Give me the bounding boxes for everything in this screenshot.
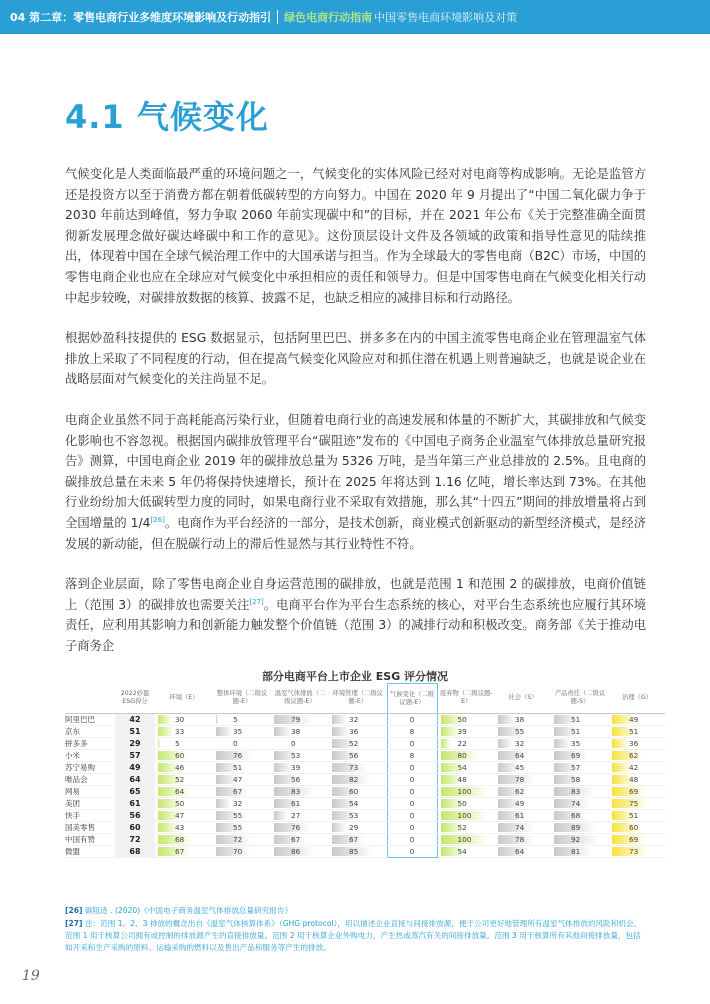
climate-score	[387, 786, 437, 798]
score-value: 32	[349, 715, 359, 724]
score-cell-gov	[609, 774, 665, 786]
score-cell-em	[329, 774, 387, 786]
footnote-27	[65, 918, 646, 954]
score-cell-em	[329, 726, 387, 738]
score-cell-ghg	[271, 738, 329, 750]
page-number: 19	[22, 968, 40, 984]
score-value: 49	[629, 715, 639, 724]
overall-score: 51	[115, 726, 155, 738]
company-name: 网易	[65, 786, 115, 798]
company-name: 唯品会	[65, 774, 115, 786]
score-cell-waste	[437, 774, 495, 786]
score-cell-eia	[213, 774, 271, 786]
score-value: 61	[291, 799, 301, 808]
score-value: 60	[175, 751, 185, 760]
table-row	[65, 726, 665, 738]
section-title: 4.1 气候变化	[65, 98, 269, 136]
score-value: 53	[349, 811, 359, 820]
score-cell-eia	[213, 750, 271, 762]
score-value: 51	[571, 727, 581, 736]
score-cell-soc	[495, 846, 551, 858]
score-value: 100	[457, 811, 472, 820]
score-value: 22	[457, 739, 467, 748]
score-cell-waste	[437, 786, 495, 798]
score-value: 100	[457, 835, 472, 844]
score-cell-soc	[495, 750, 551, 762]
climate-score	[387, 846, 437, 858]
chapter-label: 04 第二章：零售电商行业多维度环境影响及行动指引	[10, 11, 272, 24]
score-value: 52	[457, 823, 467, 832]
overall-score: 42	[115, 714, 155, 726]
footnote-27-ref: [27]	[65, 919, 83, 928]
table-row	[65, 714, 665, 726]
score-cell-pr	[551, 774, 609, 786]
score-cell-em	[329, 846, 387, 858]
score-cell-soc	[495, 822, 551, 834]
score-cell-waste	[437, 762, 495, 774]
score-cell-pr	[551, 738, 609, 750]
company-name: 京东	[65, 726, 115, 738]
score-value: 38	[515, 715, 525, 724]
score-cell-eia	[213, 834, 271, 846]
score-cell-em	[329, 738, 387, 750]
score-value: 47	[233, 775, 243, 784]
score-cell-ghg	[271, 786, 329, 798]
col-header-env: 环境（E）	[155, 684, 213, 714]
score-value: 52	[175, 775, 185, 784]
score-value: 51	[629, 727, 639, 736]
score-cell-soc	[495, 726, 551, 738]
score-cell-env	[155, 786, 213, 798]
score-value: 56	[291, 775, 301, 784]
climate-score	[387, 810, 437, 822]
table-row	[65, 822, 665, 834]
score-value: 29	[349, 823, 359, 832]
score-value: 54	[457, 763, 467, 772]
score-cell-eia	[213, 786, 271, 798]
score-cell-gov	[609, 810, 665, 822]
score-value: 32	[515, 739, 525, 748]
score-value: 36	[349, 727, 359, 736]
esg-table	[65, 683, 665, 858]
company-name: 拼多多	[65, 738, 115, 750]
score-cell-waste	[437, 714, 495, 726]
score-cell-pr	[551, 726, 609, 738]
score-cell-ghg	[271, 810, 329, 822]
score-value: 42	[629, 763, 639, 772]
paragraph-4-text-b: 。电商平台作为平台生态系统的核心，对平台生态系统也应履行其环境责任，应利用其影响力和创新能力触发整个价值链（范围 3）的减排行动和积极改变。商务部《关于推动电子商务企	[65, 597, 646, 653]
score-value: 38	[291, 727, 301, 736]
score-cell-ghg	[271, 822, 329, 834]
score-value: 100	[457, 787, 472, 796]
score-cell-gov	[609, 798, 665, 810]
paragraph-2: 根据妙盈科技提供的 ESG 数据显示，包括阿里巴巴、拼多多在内的中国主流零售电商企业在管理温室气体排放上采取了不同程度的行动，但在提高气候变化风险应对和抓住潜在机遇上则普遍缺乏，也就是说企业在战略层面对气候变化的关注尚显不足。	[65, 331, 646, 387]
score-cell-env	[155, 846, 213, 858]
score-value: 0	[291, 739, 296, 748]
score-value: 55	[233, 811, 243, 820]
col-header-gov: 治理（G）	[609, 684, 665, 714]
climate-score	[387, 822, 437, 834]
score-value: 60	[349, 787, 359, 796]
score-cell-eia	[213, 810, 271, 822]
col-header-cc: 气候变化（二级议题-E）	[387, 684, 437, 714]
score-cell-soc	[495, 786, 551, 798]
footnote-26-text: 碳阻迹 . (2020)《中国电子商务温室气体排放总量研究报告》	[84, 906, 293, 915]
score-value: 86	[291, 847, 301, 856]
overall-score: 64	[115, 774, 155, 786]
score-cell-eia	[213, 822, 271, 834]
score-value: 50	[175, 799, 185, 808]
score-value: 85	[349, 847, 359, 856]
score-cell-gov	[609, 714, 665, 726]
score-value: 51	[571, 715, 581, 724]
score-cell-pr	[551, 714, 609, 726]
score-value: 67	[291, 835, 301, 844]
score-value: 61	[515, 811, 525, 820]
score-value: 39	[291, 763, 301, 772]
score-value: 64	[515, 751, 525, 760]
col-header-waste: 废弃物（二级议题-E）	[437, 684, 495, 714]
score-cell-waste	[437, 822, 495, 834]
score-value: 0	[409, 811, 415, 820]
score-cell-em	[329, 762, 387, 774]
score-value: 58	[571, 775, 581, 784]
score-value: 68	[175, 835, 185, 844]
score-value: 50	[457, 715, 467, 724]
score-value: 89	[571, 823, 581, 832]
guide-title: 绿色电商行动指南	[284, 11, 373, 24]
score-cell-soc	[495, 774, 551, 786]
score-cell-env	[155, 774, 213, 786]
score-cell-eia	[213, 762, 271, 774]
score-cell-em	[329, 810, 387, 822]
esg-score-table	[65, 683, 665, 858]
score-cell-soc	[495, 798, 551, 810]
score-value: 33	[175, 727, 185, 736]
score-cell-soc	[495, 762, 551, 774]
score-cell-waste	[437, 810, 495, 822]
footnote-26	[65, 905, 646, 917]
overall-score: 56	[115, 810, 155, 822]
score-value: 56	[349, 751, 359, 760]
company-name: 阿里巴巴	[65, 714, 115, 726]
banner-divider	[277, 10, 278, 24]
score-value: 49	[515, 799, 525, 808]
score-cell-em	[329, 786, 387, 798]
score-cell-eia	[213, 846, 271, 858]
score-cell-env	[155, 798, 213, 810]
overall-score: 60	[115, 822, 155, 834]
score-cell-gov	[609, 762, 665, 774]
score-cell-soc	[495, 714, 551, 726]
score-value: 47	[175, 811, 185, 820]
score-value: 8	[409, 751, 415, 760]
score-cell-ghg	[271, 762, 329, 774]
score-value: 72	[233, 835, 243, 844]
score-value: 39	[457, 727, 467, 736]
score-cell-pr	[551, 798, 609, 810]
score-cell-eia	[213, 726, 271, 738]
company-name: 微盟	[65, 846, 115, 858]
score-value: 0	[409, 775, 415, 784]
score-value: 67	[175, 847, 185, 856]
score-value: 0	[409, 763, 415, 772]
score-value: 69	[571, 751, 581, 760]
paragraph-3-text-a: 电商企业虽然不同于高耗能高污染行业，但随着电商行业的高速发展和体量的不断扩大，其碳排放和气候变化影响也不容忽视。根据国内碳排放管理平台“碳阻迹”发布的《中国电子商务企业温室气体排放总量研究报告》测算，中国电商企业 2019 年的碳排放总量为 5326 万吨，是当年第三产业总排放的 2.5%。且电商的碳排放总量在未来 5 年仍将保持快速增长，预计在 2025 年将达到 1.16 亿吨，增长率达到 73%。在其他行业纷纷加大低碳转型力度的同时，如果电商行业不采取有效措施，那么其“十四五”期间的排放增量将占到全国增量的 1/4	[65, 413, 646, 530]
score-value: 0	[409, 823, 415, 832]
table-row	[65, 738, 665, 750]
score-value: 68	[571, 811, 581, 820]
score-cell-em	[329, 750, 387, 762]
score-value: 62	[515, 787, 525, 796]
score-cell-waste	[437, 738, 495, 750]
score-value: 35	[233, 727, 243, 736]
score-cell-env	[155, 834, 213, 846]
overall-score: 57	[115, 750, 155, 762]
score-cell-pr	[551, 834, 609, 846]
score-value: 32	[233, 799, 243, 808]
score-value: 75	[629, 799, 639, 808]
score-value: 52	[349, 739, 359, 748]
score-value: 50	[457, 799, 467, 808]
score-value: 92	[571, 835, 581, 844]
footnote-ref-26[interactable]: [26]	[150, 515, 165, 524]
climate-score	[387, 738, 437, 750]
overall-score: 61	[115, 798, 155, 810]
company-name: 中国有赞	[65, 834, 115, 846]
climate-score	[387, 762, 437, 774]
score-cell-soc	[495, 738, 551, 750]
score-cell-gov	[609, 822, 665, 834]
climate-score	[387, 750, 437, 762]
score-value: 79	[291, 715, 301, 724]
climate-score	[387, 726, 437, 738]
score-value: 51	[629, 811, 639, 820]
score-value: 82	[349, 775, 359, 784]
score-cell-waste	[437, 846, 495, 858]
score-value: 30	[175, 715, 185, 724]
overall-score: 65	[115, 786, 155, 798]
score-cell-eia	[213, 738, 271, 750]
score-cell-pr	[551, 750, 609, 762]
col-header-ghg: 温室气体排放（二级议题-E）	[271, 684, 329, 714]
score-value: 46	[175, 763, 185, 772]
score-value: 83	[571, 787, 581, 796]
score-value: 48	[629, 775, 639, 784]
score-value: 0	[409, 847, 415, 856]
score-value: 67	[349, 835, 359, 844]
score-value: 5	[233, 715, 238, 724]
climate-score	[387, 834, 437, 846]
score-cell-ghg	[271, 834, 329, 846]
score-value: 0	[409, 799, 415, 808]
col-header-soc: 社会（S）	[495, 684, 551, 714]
score-cell-ghg	[271, 726, 329, 738]
score-value: 69	[629, 787, 639, 796]
score-cell-em	[329, 834, 387, 846]
paragraph-4	[65, 574, 646, 656]
company-name: 小米	[65, 750, 115, 762]
col-header-eia: 整体环境（二级议题-E）	[213, 684, 271, 714]
paragraph-1: 气候变化是人类面临最严重的环境问题之一，气候变化的实体风险已经对对电商等构成影响。无论是监管方还是投资方以至于消费方都在朝着低碳转型的方向努力。中国在 2020 年 9 月提出了“中国二氧化碳力争于 2030 年前达到峰值，努力争取 2060 年前实现碳中和”的目标，并在 2021 年公布《关于完整准确全面贯彻新发展理念做好碳达峰碳中和工作的意见》。这份顶层设计文件及各领域的政策和指导性意见的陆续推出，体现着中国在全球气候治理工作中的大国承诺与担当。作为全球最大的零售电商（B2C）市场，中国的零售电商企业也应在全球应对气候变化中承担相应的责任和领导力。但是中国零售电商在气候变化相关行动中起步较晚，对碳排放数据的核算、披露不足，也缺乏相应的减排目标和行动路径。	[65, 167, 646, 305]
col-header-overall: 2022妙盈ESG得分	[115, 684, 155, 714]
score-value: 0	[409, 739, 415, 748]
score-value: 45	[515, 763, 525, 772]
score-cell-env	[155, 762, 213, 774]
score-cell-pr	[551, 810, 609, 822]
score-value: 78	[515, 835, 525, 844]
score-cell-ghg	[271, 846, 329, 858]
table-row	[65, 834, 665, 846]
col-header-pr: 产品责任（二级议题-S）	[551, 684, 609, 714]
table-row	[65, 750, 665, 762]
score-cell-gov	[609, 750, 665, 762]
col-header-company	[65, 684, 115, 714]
score-cell-soc	[495, 834, 551, 846]
score-value: 81	[571, 847, 581, 856]
company-name: 苏宁易购	[65, 762, 115, 774]
score-cell-gov	[609, 738, 665, 750]
table-row	[65, 762, 665, 774]
company-name: 美团	[65, 798, 115, 810]
score-cell-soc	[495, 810, 551, 822]
score-value: 64	[515, 847, 525, 856]
score-value: 55	[233, 823, 243, 832]
overall-score: 72	[115, 834, 155, 846]
score-value: 0	[409, 787, 415, 796]
footnote-26-ref: [26]	[65, 906, 83, 915]
footnotes	[65, 905, 646, 955]
score-cell-pr	[551, 846, 609, 858]
score-value: 76	[291, 823, 301, 832]
score-value: 76	[233, 751, 243, 760]
score-value: 5	[175, 739, 180, 748]
score-value: 74	[515, 823, 525, 832]
score-cell-env	[155, 738, 213, 750]
climate-score	[387, 798, 437, 810]
score-cell-pr	[551, 762, 609, 774]
table-row	[65, 810, 665, 822]
table-title: 部分电商平台上市企业 ESG 评分情况	[261, 670, 449, 683]
company-name: 国美零售	[65, 822, 115, 834]
score-cell-ghg	[271, 774, 329, 786]
table-row	[65, 798, 665, 810]
table-row	[65, 786, 665, 798]
score-cell-waste	[437, 750, 495, 762]
score-cell-eia	[213, 798, 271, 810]
score-cell-em	[329, 822, 387, 834]
score-value: 35	[571, 739, 581, 748]
score-cell-waste	[437, 726, 495, 738]
score-cell-pr	[551, 822, 609, 834]
score-cell-ghg	[271, 714, 329, 726]
company-name: 快手	[65, 810, 115, 822]
col-header-em: 环境管理（二级议题-E）	[329, 684, 387, 714]
score-value: 70	[233, 847, 243, 856]
score-value: 51	[233, 763, 243, 772]
score-value: 53	[291, 751, 301, 760]
score-value: 60	[629, 823, 639, 832]
score-cell-env	[155, 726, 213, 738]
score-cell-gov	[609, 726, 665, 738]
score-value: 62	[629, 751, 639, 760]
score-cell-env	[155, 714, 213, 726]
score-cell-waste	[437, 798, 495, 810]
table-row	[65, 846, 665, 858]
score-cell-gov	[609, 834, 665, 846]
score-value: 78	[515, 775, 525, 784]
score-cell-ghg	[271, 798, 329, 810]
score-value: 69	[629, 835, 639, 844]
score-cell-ghg	[271, 750, 329, 762]
score-value: 27	[291, 811, 301, 820]
paragraph-3-text-b: 。电商作为平台经济的一部分，是技术创新，商业模式创新驱动的新型经济模式，是经济发展的新动能，但在脱碳行动上的滞后性显然与其行业特性不符。	[65, 515, 646, 551]
header-banner	[0, 0, 710, 34]
score-value: 73	[629, 847, 639, 856]
footnote-27-text: 注：范围 1、2、3 排放的概念出自《温室气体核算体系》（GHG protocol），用以描述企业直接与间接排放源，便于公司更好地管理所有温室气体排放的风险和机会。范围 1 用于核算公司拥有或控制的排放源产生的直接排放量。范围 2 用于核算企业外购电力，产生热或蒸汽有关的间接排放量。范围 3 用于核算所有其他间接排放量，包括如开采和生产采购的原料、运输采购的燃料以及售出产品和服务等产生的排放。	[65, 919, 642, 952]
score-value: 0	[409, 715, 415, 724]
footnote-ref-27[interactable]: [27]	[249, 597, 264, 606]
score-value: 0	[233, 739, 238, 748]
score-cell-gov	[609, 846, 665, 858]
score-cell-env	[155, 750, 213, 762]
score-value: 0	[409, 835, 415, 844]
overall-score: 29	[115, 738, 155, 750]
score-value: 48	[457, 775, 467, 784]
score-value: 54	[349, 799, 359, 808]
guide-subtitle: 中国零售电商环境影响及对策	[374, 11, 518, 24]
score-cell-gov	[609, 786, 665, 798]
score-cell-env	[155, 810, 213, 822]
overall-score: 68	[115, 846, 155, 858]
score-value: 67	[233, 787, 243, 796]
climate-score	[387, 714, 437, 726]
score-cell-em	[329, 798, 387, 810]
score-value: 80	[457, 751, 467, 760]
score-value: 8	[409, 727, 415, 736]
score-value: 83	[291, 787, 301, 796]
score-cell-em	[329, 714, 387, 726]
score-cell-pr	[551, 786, 609, 798]
score-value: 55	[515, 727, 525, 736]
score-value: 54	[457, 847, 467, 856]
climate-score	[387, 774, 437, 786]
table-row	[65, 774, 665, 786]
score-value: 64	[175, 787, 185, 796]
paragraph-4-text-a: 落到企业层面，除了零售电商企业自身运营范围的碳排放，也就是范围 1 和范围 2 的碳排放，电商价值链上（范围 3）的碳排放也需要关注	[65, 577, 646, 612]
score-value: 36	[629, 739, 639, 748]
score-value: 57	[571, 763, 581, 772]
score-cell-waste	[437, 834, 495, 846]
score-value: 43	[175, 823, 185, 832]
overall-score: 49	[115, 762, 155, 774]
score-value: 73	[349, 763, 359, 772]
score-cell-eia	[213, 714, 271, 726]
score-value: 74	[571, 799, 581, 808]
paragraph-3	[65, 410, 646, 554]
score-cell-env	[155, 822, 213, 834]
